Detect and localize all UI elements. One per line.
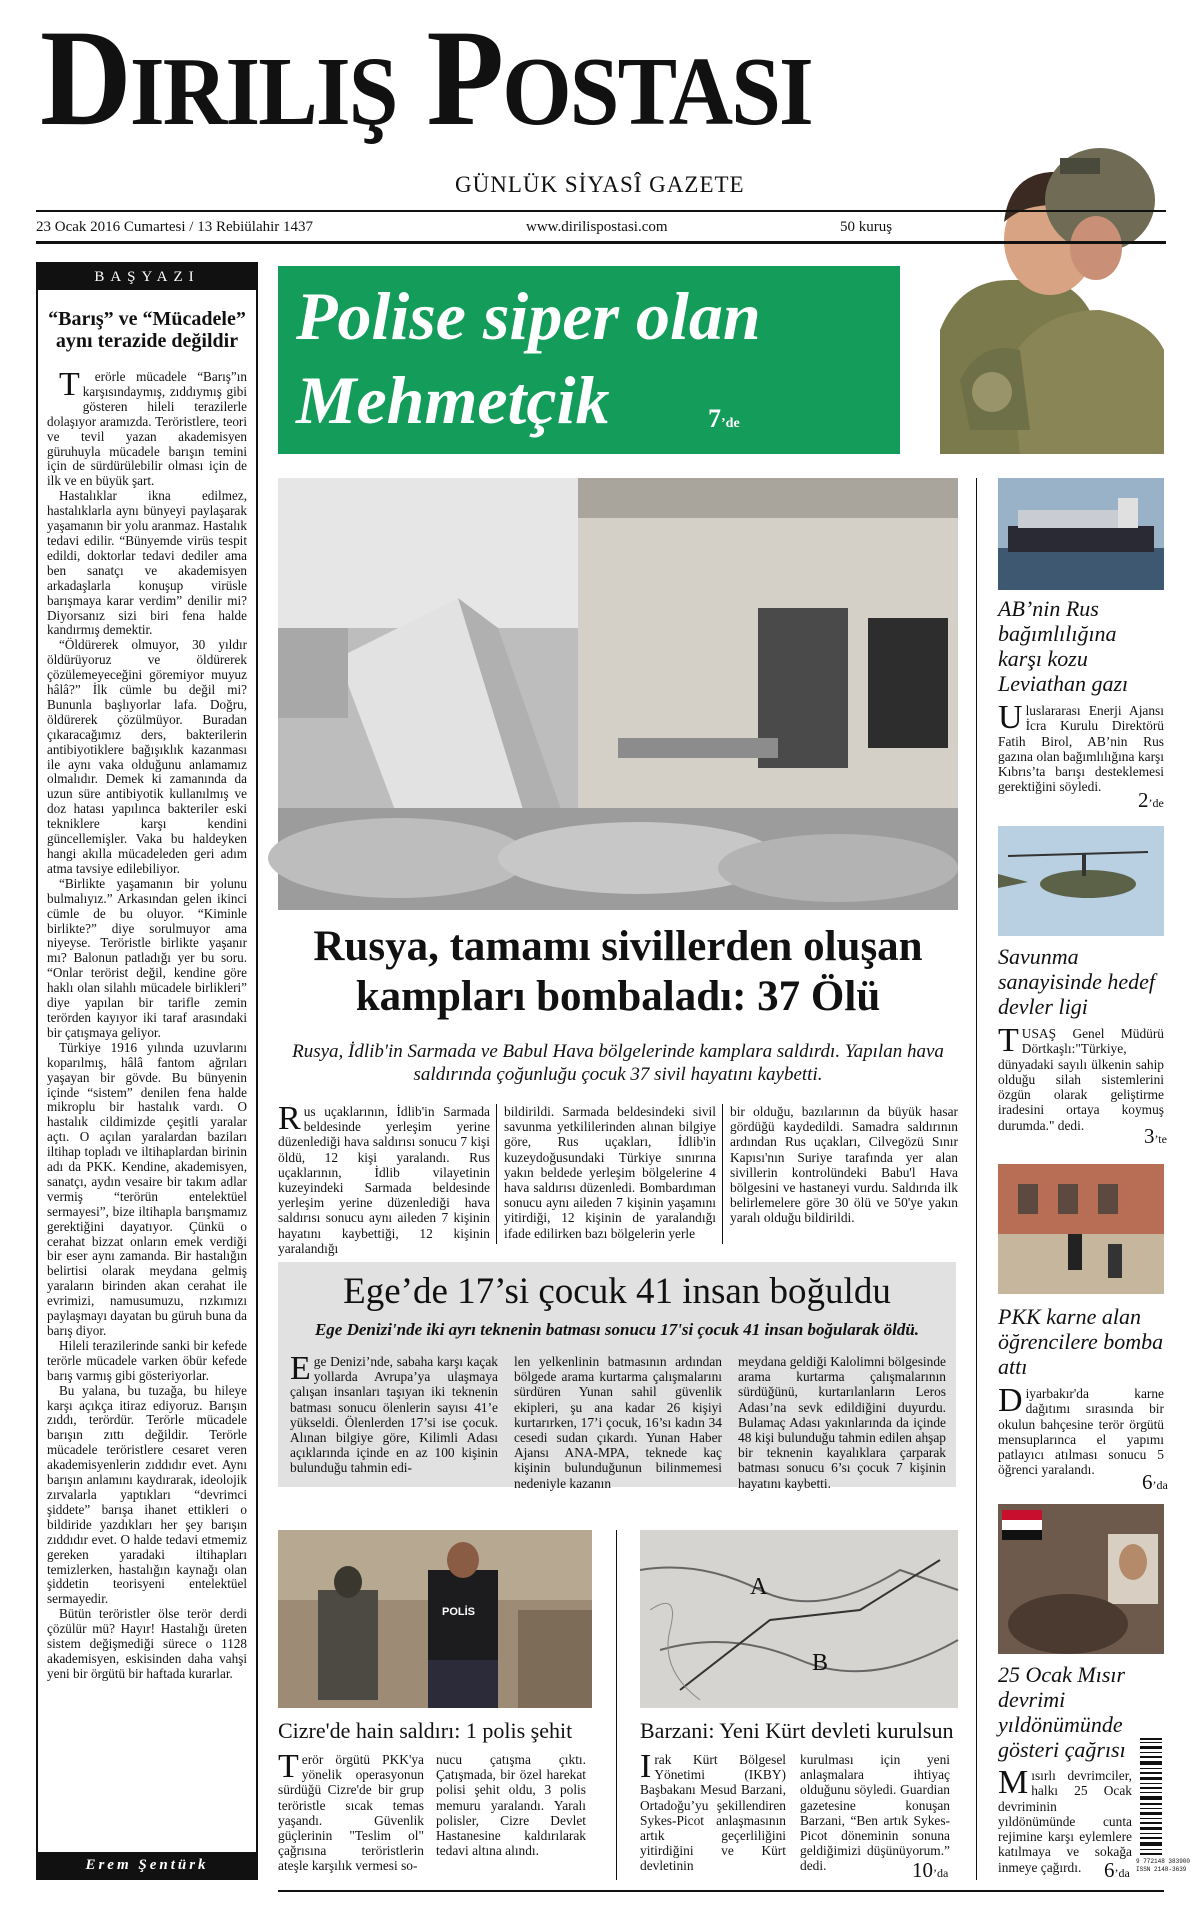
sidebar-page-suffix-2: ’te: [1154, 1132, 1167, 1146]
bottom-rule: [278, 1890, 1164, 1892]
editorial-paragraph: Bütün teröristler ölse terör derdi çözülür mü? Hayır! Hastalığı üreten sistem değişmediği sürece o 1128 akademisyen, eskisinden daha vahşi yeni bir örgütü bir haftada kurarlar.: [47, 1606, 247, 1681]
sidebar-body-3: Diyarbakır'da karne dağıtımı sırasında bir okulun bahçesine terör örgütü mensuplarınca el yapımı patlayıcı atılması sonucu 5 öğrenci yaralandı.: [998, 1382, 1164, 1478]
editorial-paragraph: Bu yalana, bu tuzağa, bu hileye karşı açıkça itiraz ediyoruz. Barışın zıddı, terördür. Terörle mücadele barışın zıttı değildir. Terörle mücadele teröristlere cesaret veren akademisyenlerin zıddıdır evet. Aynı barışın anlamını kaydırarak, ideolojik zırvalarla yaptıkları “devrimci şiddete” barışa ihanet ettikleri o bildiride yazdıkları her şey barışın zıddıdır evet. O halde tedavi etmemiz gereken yaradaki iltihapları temizlerken, hastalığın kaynağı olan şiddetin teorisyeni entelektüel sermayedir.: [47, 1382, 247, 1607]
sidebar-page-suffix-1: ’de: [1148, 796, 1164, 810]
map-label-a: A: [750, 1574, 768, 1600]
column-divider: [722, 1104, 723, 1244]
banner-page-ref: [708, 404, 740, 434]
barzani-page-ref: [912, 1858, 948, 1883]
sidebar-page-number-1: 2: [1138, 788, 1149, 812]
banner-line-1: Polise siper olan: [296, 278, 761, 354]
cizre-col-1: Terör örgütü PKK'ya yönelik operasyonun sürdüğü Cizre'de bir grup teröristle sıcak temas yaşandı. Güvenlik güçlerinin "Teslim ol" çağrısına teröristlerin ateşle karşılık vermesi so-: [278, 1748, 424, 1874]
sidebar-page-ref-3: [1142, 1470, 1168, 1495]
cizre-col-2: nucu çatışma çıktı. Çatışmada, bir özel harekat polisi şehit oldu, 3 polis memuru yaralandı. Yaralı polisler, Cizre Devlet Hastanesine kaldırılarak tedavi altına alındı.: [436, 1752, 586, 1859]
sidebar-page-suffix-3: ’da: [1152, 1478, 1168, 1492]
editorial-paragraph: Türkiye 1916 yılında uzuvlarını koparılmış, hâlâ fantom ağrıları yaşayan bir gövde. Bu bünyenin içinde “sistem” denilen fena halde mikroplu bir hastalık vardı. O hastalık cildimizde çeşitli yaralar açtı. O açılan yaralardan baziları iltihap topladı ve iltihaplardan birinin adı da PKK. Kendine, akademisyen, sanatçı, aydın vesaire bir takım adlar vermiş “terörün entelektüel sermayesi”, bize iltihapla barışmamız gerektiğini dayatıyor. Çünkü o cerahat bizzat onların emek verdiği bir eser aynı zamanda. Bir hastalığın belirtisi olarak meydana gelmiş yaraların birinden akan cerahat ile evrimizi, namusumuzu, rızkımızı paylaşmayı dayatan bu güruh buna da barış diyor.: [47, 1039, 247, 1338]
banner-page-number: 7: [708, 404, 721, 433]
editorial-title: “Barış” ve “Mücadele” aynı terazide değildir: [48, 308, 246, 352]
main-story-col-1: Rus uçaklarının, İdlib'in Sarmada beldesinde yerleşim yerine düzenlediği hava saldırısı sonucu 7 kişi öldü, 12 kişi yaralandı. Rus uçaklarının, İdlib vilayetinin kuzeyindeki Sarmada beldesinde yerleşim yerine düzenlediği hava saldırısı sonucu aynı aileden 7 kişinin hayatını kaybettiği, 12 kişinin yaralandığı: [278, 1100, 490, 1256]
column-divider: [496, 1104, 497, 1244]
column-divider: [616, 1530, 617, 1880]
attack-helicopter-photo: [998, 826, 1164, 936]
barzani-col-2: kurulması için yeni anlaşmalara ihtiyaç olduğunu söyledi. Guardian gazetesine konuşan Barzani, “Ben artık Sykes-Picot döneminin sonuna geldiğimizi düşünüyorum.” dedi.: [800, 1752, 950, 1874]
main-story-col-3: bir olduğu, bazılarının da büyük hasar gördüğü kaydedildi. Samadra saldırının ardından Rus uçakları, Cilvegözü Sınır Kapısı'nın Suriye tarafında yer alan sivillerin kontrolündeki Babu'l Hava bölgesini ve hastaneyi vurdu. Saldırıda ilk belirlemelere göre 30 ölü ve 50'ye yakın yaralı olduğu bildirildi.: [730, 1104, 958, 1226]
egypt-protest-photo: [998, 1504, 1164, 1654]
editorial-paragraph: “Birlikte yaşamanın bir yolunu bulmalıyız.” Arkasından gelen ikinci cümle de bu oluyor. “Kiminle birlikte?” diye sorulmuyor ama niyeyse. Teröristle birlikte yaşanır mı? Balonun patladığı yer bu soru. “Onlar terörist değil, kendine göre haklı olan silahlı mücadele birlikleri” diye yapılan bir tarifle zemin terörden kayıyor iki taraf arasındaki bir çatışmaya geliyor.: [47, 875, 247, 1040]
sidebar-page-suffix-4: ’da: [1114, 1866, 1130, 1880]
cover-banner[interactable]: [278, 266, 900, 454]
editorial-paragraph: Hastalıklar ikna edilmez, hastalıklarla aynı bünyeyi paylaşarak yaşamanın bir yolu aranmaz. Hastalık tedavi edilir. “Bünyemde virüs tespit edildi, doktorlar tedavi dediler ama ben sanatçı ve akademisyen arkadaşlarla konuşup virüsle barışmaya karar verdim” denilir mi? Diyorsanız sizi biri fena halde kandırmış demektir.: [47, 488, 247, 638]
editorial-author: Erem Şentürk: [38, 1852, 256, 1878]
dateline-bar: [36, 210, 1166, 244]
sidebar-page-number-2: 3: [1144, 1124, 1155, 1148]
sidebar-body-2: TUSAŞ Genel Müdürü Dörtkaşlı:"Türkiye, dünyadaki sayılı ülkenin sahip olduğu silah sistemlerini özgün olarak geliştirme iradesini ortaya koymuş durumda." dedi.: [998, 1022, 1164, 1133]
main-story-col-2: bildirildi. Sarmada beldesindeki sivil savunma yetkililerinden alınan bilgiye göre, Rus uçakları, İdlib'in kuzeydoğusundaki Türkiye sınırına yakın beldede yerleşim bölgelerine 4 hava saldırısı düzenledi. Bombardıman sonucu aynı aileden 7 kişinin yaşamını yitirdiği, 12 kişinin de yaralandığı ifade edilirken bazı bölgelerin yerle: [504, 1104, 716, 1241]
main-headline[interactable]: [278, 922, 958, 1022]
lng-ship-photo: [998, 478, 1164, 590]
bombed-building-photo: [278, 478, 958, 910]
sidebar-body-4: Mısırlı devrimciler, halkı 25 Ocak devriminin yıldönümünde cunta rejimine karşı eylemlere katılmaya ve sokağa inmeye çağırdı.: [998, 1764, 1132, 1875]
editorial-body: [47, 366, 247, 1840]
sidebar-page-ref-4: [1104, 1858, 1130, 1883]
sidebar-page-ref-1: [1138, 788, 1164, 813]
cizre-headline[interactable]: Cizre'de hain saldırı: 1 polis şehit: [278, 1718, 573, 1743]
sidebar-headline-1[interactable]: AB’nin Rus bağımlılığına karşı kozu Leviathan gazı: [998, 596, 1129, 696]
sidebar-page-number-3: 6: [1142, 1470, 1153, 1494]
ege-headline: Ege’de 17’si çocuk 41 insan boğuldu: [343, 1271, 891, 1312]
editorial-column: [36, 262, 258, 1880]
ege-deck: Ege Denizi'nde iki ayrı teknenin batması sonucu 17'si çocuk 41 insan boğularak öldü.: [314, 1320, 920, 1339]
banner-headline: [296, 274, 761, 442]
soldier-photo: [900, 130, 1164, 454]
price-label: 50 kuruş: [840, 219, 893, 235]
barzani-col-1: Irak Kürt Bölgesel Yönetimi (IKBY) Başbakanı Mesud Barzani, Ortadoğu’yu şekillendiren Sykes-Picot anlaşmasının artık geçerliliğini yitirdiğini ve Kürt devletinin: [640, 1748, 786, 1874]
issn-number: ISSN 2148-3639: [1136, 1866, 1187, 1873]
ege-col-1: Ege Denizi’nde, sabaha karşı kaçak yollarda Avrupa’ya ulaşmaya çalışan insanları taşıyan iki teknenin batması sonucu ölenlerin sayısı 41’e yükseldi. Ölenlerden 17’si ise çocuk. Alınan bilgiye göre, Kilimli Adası açıklarında içinde en az 100 kişinin bulunduğu tahmin edi-: [290, 1350, 498, 1476]
school-yard-photo: [998, 1164, 1164, 1294]
sidebar-page-number-4: 6: [1104, 1858, 1115, 1882]
barcode: [1138, 1736, 1164, 1858]
ege-col-2: len yelkenlinin batmasının ardından bölgede arama kurtarma çalışmalarını sürdüren Yunan sahil güvenlik ekipleri, şu ana kadar 26 kişiyi kurtarırken, 17’i çocuk, 16’sı kadın 34 cesedi sudan çıkardı. Yunan Haber Ajansı ANA-MPA, teknede kaç kişinin bulunduğunun bilinmemesi nedeniyle kazanın: [514, 1354, 722, 1491]
ege-col-3: meydana geldiği Kalolimni bölgesinde arama kurtarma çalışmalarının sürdüğünü, kurtarılanların Leros Adası’na sevk edildiğini duyurdu. Bulamaç Adası yakınlarında da içinde 48 kişi bulunduğu tahmin edilen ahşap bir teknenin kayalıklara çarparak batması sonucu 6’sı çocuk 7 kişinin hayatını kaybetti.: [738, 1354, 946, 1491]
barzani-page-number: 10: [912, 1858, 933, 1882]
cizre-police-photo: [278, 1530, 592, 1708]
website-link[interactable]: www.dirilispostasi.com: [526, 219, 668, 235]
map-label-b: B: [812, 1650, 829, 1676]
banner-page-suffix: ’de: [721, 416, 740, 431]
sidebar-headline-3[interactable]: PKK karne alan öğrencilere bomba attı: [998, 1304, 1164, 1379]
main-headline-line-1: Rusya, tamamı sivillerden oluşan: [313, 923, 923, 970]
editorial-paragraph: Hileli terazilerinde sanki bir kefede terörle mücadele varken öbür kefede barış varmış gibi gösteriyorlar.: [47, 1337, 247, 1383]
ege-story-box[interactable]: [278, 1262, 956, 1491]
banner-line-2: Mehmetçik: [296, 362, 610, 438]
main-deck: Rusya, İdlib'in Sarmada ve Babul Hava bölgelerinde kamplara saldırdı. Yapılan hava saldırında çoğunluğu çocuk 37 sivil hayatını kaybetti.: [292, 1041, 944, 1085]
masthead-subtitle: GÜNLÜK SİYASÎ GAZETE: [455, 172, 745, 197]
police-vest-label: POLİS: [442, 1606, 476, 1618]
main-headline-line-2: kampları bombaladı: 37 Ölü: [355, 973, 881, 1020]
editorial-paragraph: Terörle mücadele “Barış”ın karşısındaymış, zıddıymış gibi gösteren hileli terazilerle dolaşıyor aramızda. Teröristlere, teori ve tevil yazan akademisyen güruhuyla mücadele barışın temini için de sürdürülebilir olması için de ilk ve en büyük şart.: [47, 366, 247, 489]
sykes-picot-map: [640, 1530, 958, 1708]
sidebar-page-ref-2: [1144, 1124, 1167, 1149]
editorial-paragraph: “Öldürerek olmuyor, 30 yıldır öldürüyoruz ve öldürerek çözülemeyeceğini göremiyor muyuz hâlâ?” İlk cümle bu değil mi? Bununla başlıyorlar lafa. Doğru, öldürerek çözülmüyor. Buradan çıkaracağımız ders, bakterilerin antibiyotiklere bağışıklık kazanması ile aynı vaka olduğunu anlamamız olmalıdır. Demek ki zamanında da uzun süre antibiyotik kullanılmış ve doz hatası yapılınca bakteriler eski tekniklere karşı kendini güncellemişler. Vaka bu haldeyken hangi akılla mücadeleden geri adım atma tavsiye edilebiliyor.: [47, 637, 247, 876]
sidebar-headline-2[interactable]: Savunma sanayisinde hedef devler ligi: [998, 944, 1156, 1019]
editorial-section-label: BAŞYAZI: [38, 264, 256, 290]
newspaper-title: Diriliş Postası: [40, 1, 812, 154]
barzani-headline[interactable]: Barzani: Yeni Kürt devleti kurulsun: [640, 1718, 954, 1743]
column-divider: [976, 478, 977, 1880]
barzani-page-suffix: ’da: [933, 1866, 949, 1880]
sidebar-body-1: Uluslararası Enerji Ajansı İcra Kurulu Direktörü Fatih Birol, AB’nin Rus gazına olan bağımlılığına karşı Kıbrıs’ta barışı desteklemesi gerektiğini söyledi.: [998, 699, 1164, 795]
issue-date: 23 Ocak 2016 Cumartesi / 13 Rebiülahir 1437: [36, 219, 314, 235]
sidebar-headline-4[interactable]: 25 Ocak Mısır devrimi yıldönümünde gösteri çağrısı: [998, 1662, 1126, 1762]
barcode-number: 9 772148 383900: [1136, 1858, 1191, 1865]
